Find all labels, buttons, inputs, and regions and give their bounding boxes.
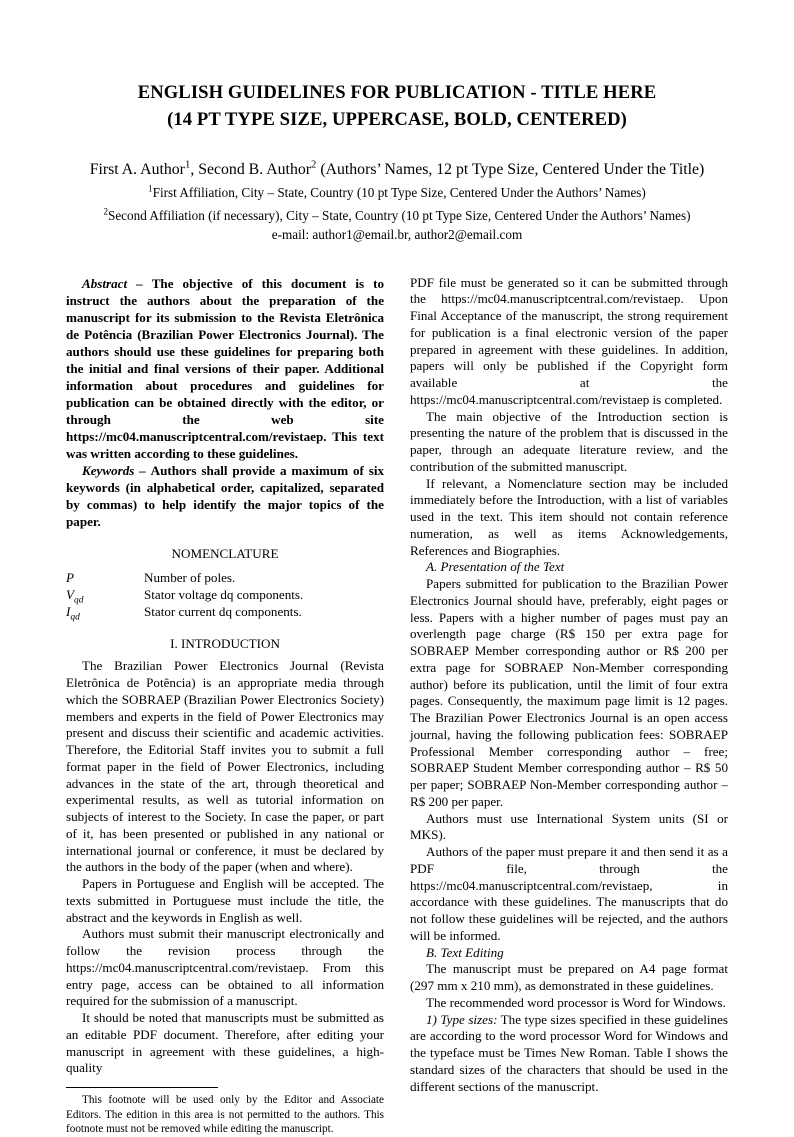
affiliation-two [66,207,728,226]
symbol-subscript: qd [74,595,84,606]
intro-paragraph-1: The Brazilian Power Electronics Journal (Revista Eletrônica de Potência) is an appropriate media through which the SOBRAEP (Brazilian Power Electronics Society) members and experts in the field of Power Electronics may present and discuss their scientific and academic activities. Therefore, the Editorial Staff invites you to submit a full format paper in the field of Power Electronics, including advances in the state of the art, through theoretical and experimental results, as well as tutorial information on subjects of interest to the Society. In case the paper, or part of it, has been presented or published in any national or international journal or conference, it must be declared by the authors in the body of the paper (when and where). [66,658,384,875]
subsection-a-heading: A. Presentation of the Text [426,559,565,575]
author-email: e-mail: author1@email.br, author2@email.com [271,226,523,242]
title-line-1: ENGLISH GUIDELINES FOR PUBLICATION - TITLE HERE [137,82,657,103]
nomenclature-definition: Stator current dq components. [144,603,302,619]
affiliation-one-text: First Affiliation, City – State, Country (10 pt Type Size, Centered Under the Authors’ Names) [152,185,646,201]
intro-paragraph-2: Papers in Portuguese and English will be accepted. The texts submitted in Portuguese must include the title, the abstract and the keywords in English as well. [66,876,384,925]
nomenclature-list [66,569,384,623]
nomenclature-row [66,569,384,586]
subsection-b-paragraph-1: The manuscript must be prepared on A4 page format (297 mm x 210 mm), as demonstrated in these guidelines. [410,961,728,994]
subsection-b-paragraph-2: The recommended word processor is Word for Windows. [426,994,726,1010]
nomenclature-symbol [66,569,144,586]
subsubsection-text: The type sizes specified in these guidelines are according to the word processor Word for Windows and the typeface must be Times New Roman. Table I shows the standard sizes of the characters that should be used in the different sections of the manuscript. [410,1011,729,1094]
author-note: (Authors’ Names, 12 pt Type Size, Centered Under the Title) [316,160,705,178]
affiliation-two-text: Second Affiliation (if necessary), City – State, Country (10 pt Type Size, Centered Under the Authors’ Names) [107,208,691,224]
abstract-text: The objective of this document is to instruct the authors about the preparation of the manuscript for its submission to the Revista Eletrônica de Potência (Brazilian Power Electronics Journal). The authors should use these guidelines for preparing both the initial and final versions of their paper. Additional information about procedures and guidelines for publication can be obtained directly with the editor, or through the web site https://mc04.manuscriptcentral.com/revistaep. This text was written according to these guidelines. [66,275,384,461]
keywords [66,462,384,530]
subsection-a-paragraph-2: Authors must use International System units (SI or MKS). [410,810,728,843]
keywords-label: Keywords – [82,462,151,478]
right-paragraph-1: PDF file must be generated so it can be submitted through the https://mc04.manuscriptcentral.com/revistaep. Upon Final Acceptance of the manuscript, the strong requirement for publication is a final electronic version of the paper prepared in agreement with these guidelines. In addition, papers will only be published if the Copyright form available at the https://mc04.manuscriptcentral.com/revistaep is completed. [410,274,728,407]
nomenclature-definition: Stator voltage dq components. [144,586,304,602]
symbol-base: V [66,586,74,602]
nomenclature-symbol [66,586,144,606]
symbol-base: I [66,603,71,619]
paper-title [66,80,728,134]
affiliation-one [66,184,728,203]
introduction-heading: I. INTRODUCTION [170,635,280,651]
paper-content [66,80,728,1137]
intro-paragraph-4: It should be noted that manuscripts must be submitted as an editable PDF document. Therefore, after editing your manuscript in agreement with these guidelines, a high-quality [66,1010,384,1076]
author-two-affil-marker: 2 [311,158,317,171]
right-paragraph-2: The main objective of the Introduction section is presenting the nature of the problem that is discussed in the paper, through an adequate literature review, and the contribution of the submitted manuscript. [410,408,728,474]
nomenclature-definition: Number of poles. [144,569,236,585]
body-columns [66,275,728,1137]
author-one-affil-marker: 1 [184,158,191,171]
right-paragraph-3: If relevant, a Nomenclature section may be included immediately before the Introduction, with a list of variables used in the text. This item should not contain reference numeration, as well as items Acknowledgements, References and Biographies. [410,475,728,558]
subsubsection-label: 1) Type sizes: [426,1011,498,1027]
nomenclature-row [66,603,384,620]
author-one: First A. Author [89,160,185,178]
footnote-divider [66,1087,218,1088]
symbol-subscript: qd [70,612,80,623]
abstract-label: Abstract – [82,275,152,291]
affiliation-two-marker: 2 [103,206,108,217]
left-column [66,275,384,1137]
author-list [66,160,728,181]
keywords-text: Authors shall provide a maximum of six keywords (in alphabetical order, capitalized, separated by commas) to help identify the major topics of the paper. [66,462,385,529]
subsubsection-type-sizes [410,1012,728,1096]
nomenclature-heading: NOMENCLATURE [171,545,279,561]
subsection-b-heading: B. Text Editing [426,944,504,960]
subsection-a-paragraph-3: Authors of the paper must prepare it and then send it as a PDF file, through the https://mc04.manuscriptcentral.com/revistaep, in accordance with these guidelines. The manuscripts that do not follow these guidelines will be rejected, and the authors will be informed. [410,844,728,943]
footnote-text: This footnote will be used only by the Editor and Associate Editors. The edition in this area is not permitted to the authors. This footnote must not be removed while editing the manuscript. [66,1094,384,1136]
affiliation-one-marker: 1 [148,184,153,195]
symbol-base: P [66,569,74,585]
nomenclature-row [66,586,384,603]
author-two: , Second B. Author [190,160,311,178]
intro-paragraph-3: Authors must submit their manuscript electronically and follow the revision process through the https://mc04.manuscriptcentral.com/revistaep. From this entry page, access can be obtained to all information required for the submission of a manuscript. [66,926,384,1009]
right-column [410,275,728,1137]
subsection-a-paragraph-1: Papers submitted for publication to the Brazilian Power Electronics Journal should have, preferably, eight pages or less. Papers with a higher number of pages must pay an overlength page charge (R$ 150 per extra page for SOBRAEP Member corresponding author or R$ 200 per extra page for SOBRAEP Non-Member corresponding author) before its publication, until the limit of four extra pages. Consequently, the maximum page limit is 12 pages. The Brazilian Power Electronics Journal is an open access journal, having the following publication fees: SOBRAEP Professional Member corresponding author – free; SOBRAEP Student Member corresponding author – R$ 50 per paper; SOBRAEP Non-Member corresponding author – R$ 200 per paper. [410,576,728,809]
abstract [66,275,384,462]
title-line-2: (14 PT TYPE SIZE, UPPERCASE, BOLD, CENTERED) [167,108,627,130]
nomenclature-symbol [66,603,144,623]
